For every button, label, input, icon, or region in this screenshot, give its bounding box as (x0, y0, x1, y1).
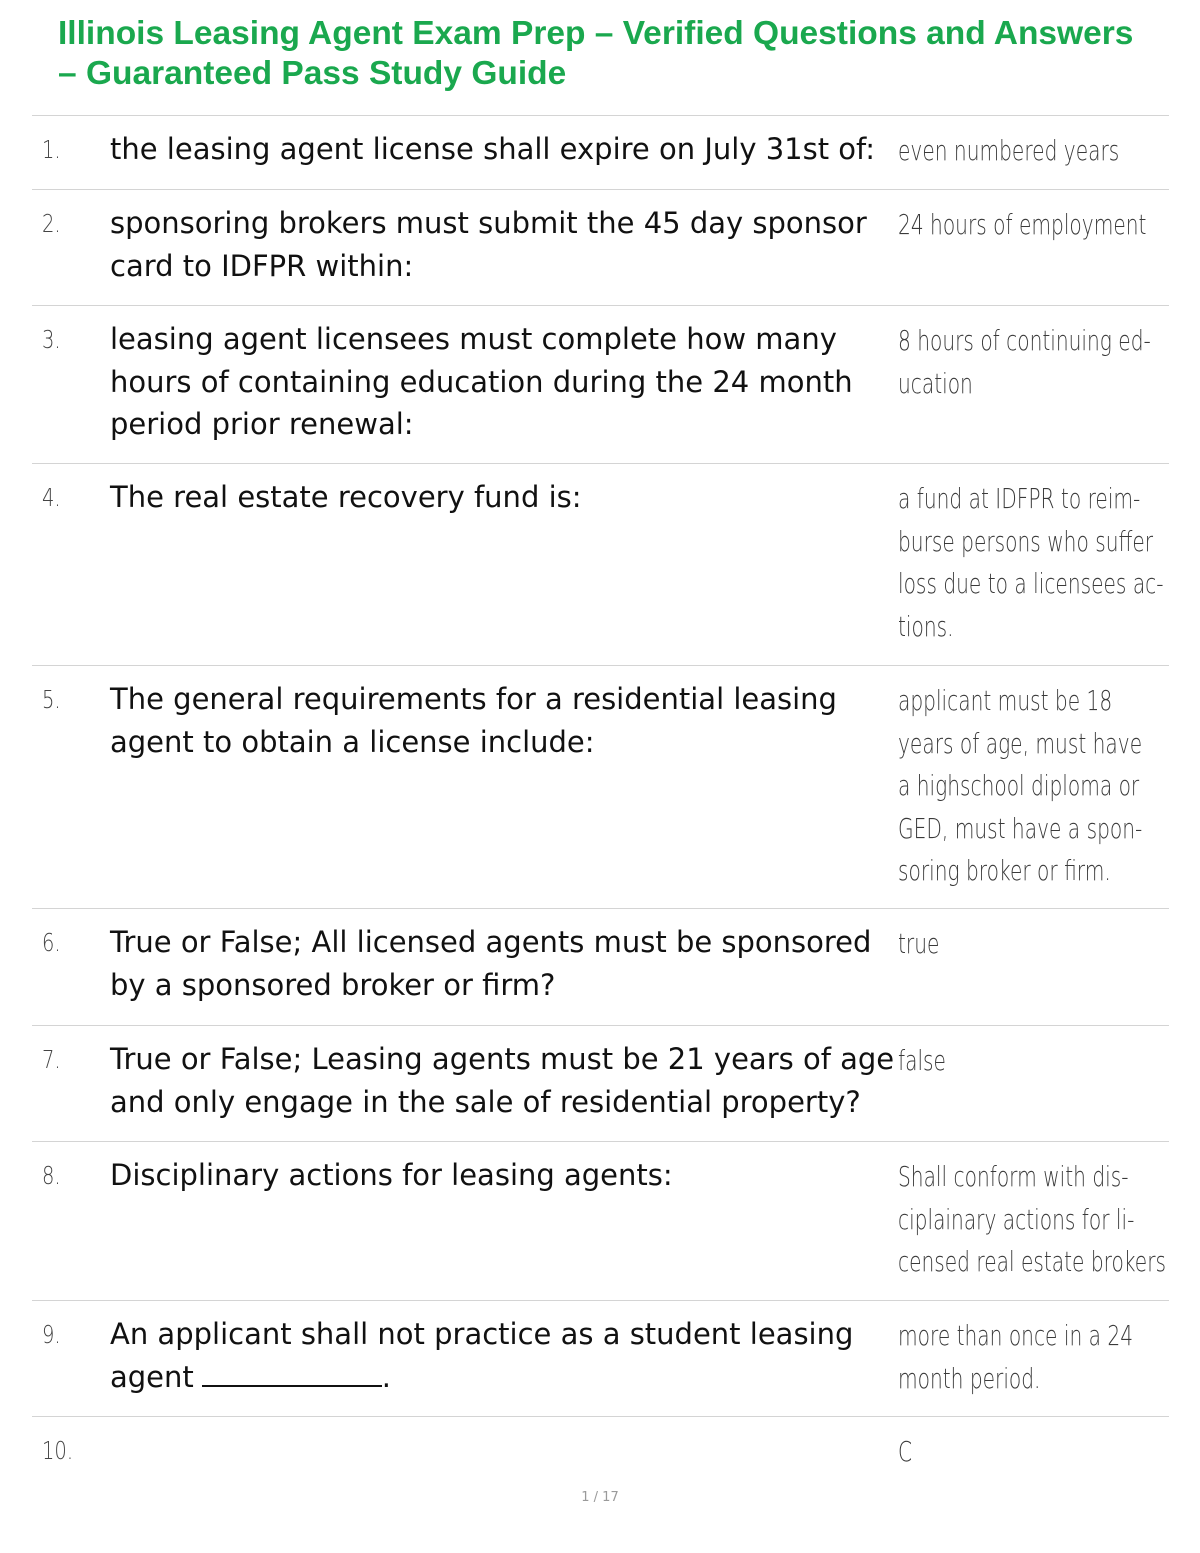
question-line: and only engage in the sale of residential property? (110, 1084, 861, 1119)
question-suffix: . (381, 1359, 391, 1394)
answer-line: true (898, 927, 940, 960)
question-line: True or False; All licensed agents must be sponsored (110, 925, 872, 959)
question-line: card to IDFPR within: (110, 248, 414, 283)
answer-line: GED, must have a spon- (898, 811, 1143, 845)
page-indicator: 1 / 17 (581, 1490, 619, 1505)
question-line: period prior renewal: (110, 407, 414, 441)
answer-text (898, 1156, 1166, 1284)
question-number: 6. (42, 928, 61, 957)
answer-line: a fund at IDFPR to reim- (898, 482, 1141, 515)
question-line: Disciplinary actions for leasing agents: (110, 1158, 673, 1192)
answer-text (898, 923, 1154, 966)
question-text (110, 128, 890, 171)
question-number: 4. (42, 483, 61, 512)
qa-row (32, 666, 1169, 909)
qa-row (32, 1301, 1169, 1417)
question-line: The general requirements for a residential leasing (110, 682, 837, 716)
question-line: The real estate recovery fund is: (110, 480, 582, 514)
answer-line: month period. (898, 1361, 1041, 1395)
answer-line: C (898, 1435, 913, 1468)
title-line-2: – Guaranteed Pass Study Guide (58, 55, 567, 92)
answer-line: years of age, must have (898, 726, 1143, 760)
question-number: 9. (42, 1320, 61, 1349)
question-number: 3. (42, 325, 61, 354)
qa-row (32, 1417, 1169, 1497)
answer-text (898, 478, 1164, 648)
question-number: 8. (42, 1161, 61, 1190)
answer-text (898, 1315, 1154, 1400)
qa-row (32, 1142, 1169, 1301)
answer-line: even numbered years (898, 134, 1120, 167)
question-text (110, 202, 890, 287)
answer-line: censed real estate brokers (898, 1245, 1166, 1278)
qa-row (32, 116, 1169, 190)
question-text (110, 476, 890, 519)
document-title (58, 14, 1193, 94)
answer-line: 8 hours of continuing ed- (898, 324, 1151, 357)
answer-line: a highschool diploma or (898, 769, 1140, 802)
question-text (110, 318, 890, 446)
answer-line: burse persons who suffer (898, 524, 1154, 558)
fill-in-blank (202, 1359, 382, 1387)
answer-line: loss due to a licensees ac- (898, 567, 1164, 600)
question-line: by a sponsored broker or firm? (110, 967, 556, 1002)
question-line: sponsoring brokers must submit the 45 day sponsor (110, 206, 867, 240)
answer-line: soring broker or firm. (898, 854, 1111, 887)
answer-line: Shall conform with dis- (898, 1160, 1129, 1193)
question-line: hours of containing education during the 24 month (110, 364, 853, 399)
question-text (110, 1154, 890, 1197)
question-number: 10. (42, 1436, 74, 1465)
question-text (110, 921, 890, 1006)
answer-line: ciplainary actions for li- (898, 1202, 1135, 1236)
answer-line: false (898, 1044, 946, 1077)
answer-text (898, 1431, 1154, 1474)
question-line: the leasing agent license shall expire on July 31st of: (110, 132, 875, 166)
question-number: 7. (42, 1045, 61, 1074)
title-line-1: Illinois Leasing Agent Exam Prep – Verified Questions and Answers (58, 15, 1134, 52)
qa-list (32, 115, 1169, 1497)
answer-text (898, 320, 1154, 405)
answer-line: 24 hours of employment (898, 208, 1147, 241)
qa-row (32, 190, 1169, 306)
answer-text (898, 680, 1154, 893)
qa-row (32, 464, 1169, 666)
answer-text (898, 1040, 1154, 1083)
question-line: leasing agent licensees must complete how many (110, 322, 837, 356)
answer-line: tions. (898, 609, 954, 643)
question-line: An applicant shall not practice as a student leasing (110, 1317, 854, 1351)
answer-text (898, 130, 1154, 173)
answer-line: ucation (898, 366, 973, 400)
qa-row (32, 1026, 1169, 1142)
question-text (110, 1038, 895, 1123)
qa-row (32, 306, 1169, 464)
question-text (110, 1313, 890, 1398)
question-line: agent to obtain a license include: (110, 724, 595, 759)
question-line: agent (110, 1359, 194, 1394)
question-line: True or False; Leasing agents must be 21 years of age (110, 1042, 895, 1076)
answer-line: more than once in a 24 (898, 1319, 1134, 1352)
answer-line: applicant must be 18 (898, 684, 1113, 717)
qa-row (32, 909, 1169, 1026)
answer-text (898, 204, 1154, 247)
question-number: 5. (42, 685, 61, 714)
question-number: 2. (42, 209, 61, 238)
question-number: 1. (42, 135, 61, 164)
question-text (110, 678, 890, 763)
